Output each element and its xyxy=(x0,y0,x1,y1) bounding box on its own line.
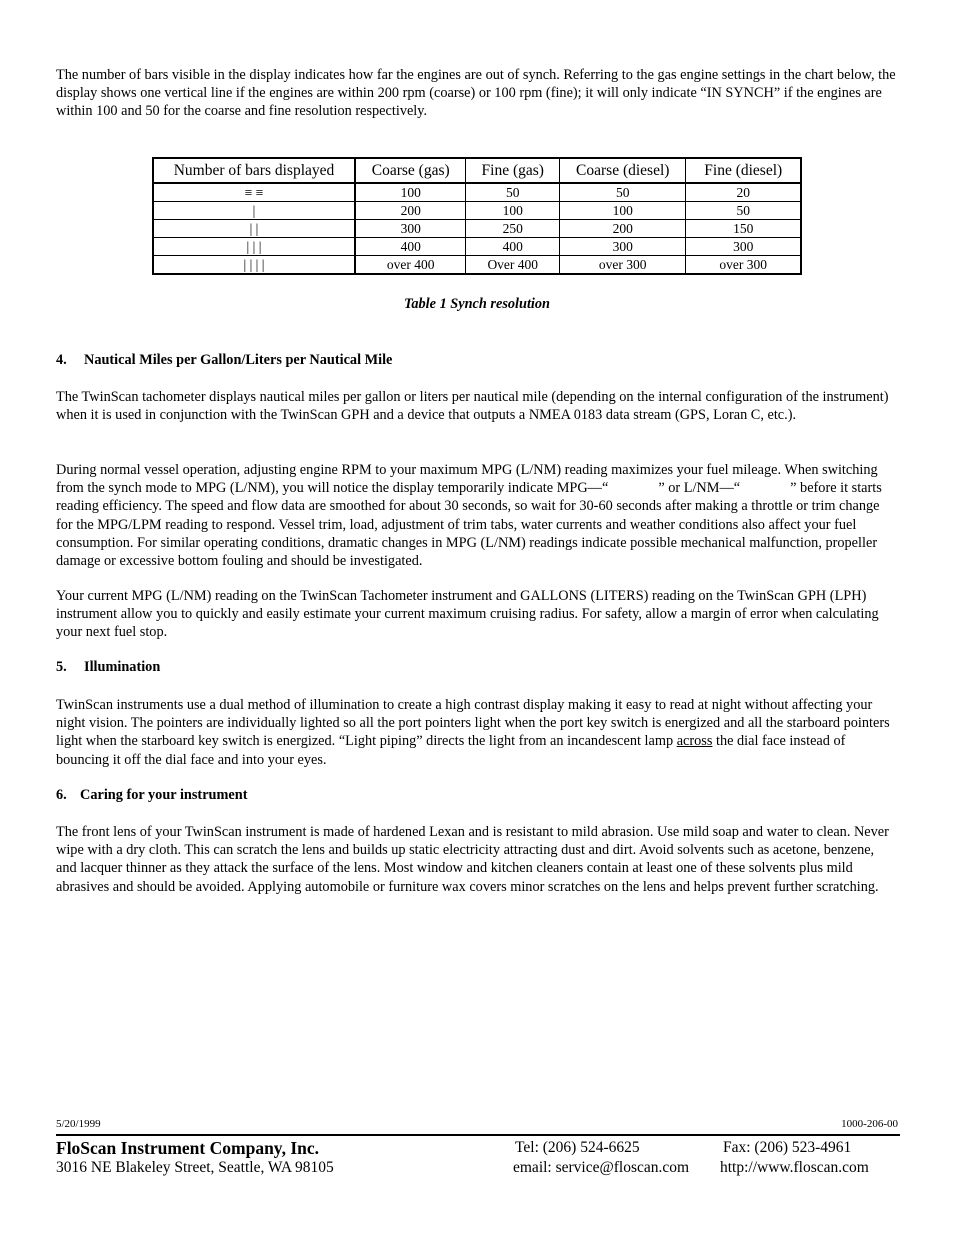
table-cell: over 300 xyxy=(560,256,686,275)
section-4-paragraph-3: Your current MPG (L/NM) reading on the TwinScan Tachometer instrument and GALLONS (LITERS) reading on the TwinScan GPH (LPH) instrument allow you to quickly and easily estimate your current maximum cruising radius. For safety, allow a margin of error when calculating your next fuel stop. xyxy=(56,588,879,641)
table-cell: over 300 xyxy=(686,256,801,275)
footer-divider xyxy=(56,1134,900,1136)
table-caption: Table 1 Synch resolution xyxy=(403,296,551,312)
header-coarse-diesel: Coarse (diesel) xyxy=(560,158,686,183)
table-cell: Over 400 xyxy=(466,256,560,275)
table-cell: 400 xyxy=(466,238,560,256)
table-cell: | | | | xyxy=(153,256,355,275)
footer-company: FloScan Instrument Company, Inc. xyxy=(56,1138,320,1158)
header-bars: Number of bars displayed xyxy=(153,158,355,183)
intro-paragraph: The number of bars visible in the display indicates how far the engines are out of synch. Referring to the gas engine settings in the chart below, the display shows one vertical line if the engines are within 200 rpm (coarse) or 100 rpm (fine); it will only indicate “IN SYNCH” if the engines are within 100 and 50 for the coarse and fine resolution respectively. xyxy=(56,67,896,120)
footer-website-link[interactable]: http://www.floscan.com xyxy=(720,1159,869,1176)
section-5-number: 5. xyxy=(56,659,67,675)
section-6-title: Caring for your instrument xyxy=(80,787,248,803)
table-cell: 50 xyxy=(686,202,801,220)
section-6-heading xyxy=(56,787,247,804)
section-5-paragraph-1 xyxy=(56,696,898,769)
table-cell: 300 xyxy=(355,220,466,238)
table-header-row xyxy=(153,158,801,183)
footer-doc-number: 1000-206-00 xyxy=(841,1118,898,1130)
header-fine-diesel: Fine (diesel) xyxy=(686,158,801,183)
section-5-p1-part1: TwinScan instruments use a dual method of illumination to create a high contrast display making it easy to read at night without affecting your night vision. The pointers are individually lighted so all the port pointers light when the port key switch is energized and all the starboard pointers light when the starboard key switch is energized. “Light piping” directs the light from an incandescent lamp xyxy=(56,697,890,750)
header-coarse-gas: Coarse (gas) xyxy=(355,158,466,183)
section-5-p1-part2: the dial face instead of bouncing it off the dial face and into your eyes. xyxy=(56,733,846,768)
footer-date: 5/20/1999 xyxy=(56,1118,101,1130)
table-cell: 100 xyxy=(355,183,466,202)
section-5-title: Illumination xyxy=(84,659,161,675)
table-cell: 200 xyxy=(560,220,686,238)
footer-email[interactable]: email: service@floscan.com xyxy=(513,1159,690,1176)
section-5-heading xyxy=(56,659,160,676)
table-cell: 100 xyxy=(466,202,560,220)
section-5-underlined-word: across xyxy=(676,733,713,750)
footer-fax: Fax: (206) 523-4961 xyxy=(723,1139,852,1156)
table-row xyxy=(153,256,801,275)
table-cell: 400 xyxy=(355,238,466,256)
section-6-paragraph-1: The front lens of your TwinScan instrument is made of hardened Lexan and is resistant to mild abrasion. Use mild soap and water to clean. Never wipe with a dry cloth. This can scratch the lens and builds up static electricity attracting dust and dirt. Avoid solvents such as acetone, benzene, and lacquer thinner as they attack the surface of the lens. Most window and kitchen cleaners contain at least one of these solvents plus mild abrasives and should be avoided. Applying automobile or furniture wax covers minor scratches on the lens and helps prevent further scratching. xyxy=(56,824,889,895)
table-cell: 150 xyxy=(686,220,801,238)
table-cell: 50 xyxy=(560,183,686,202)
table-row xyxy=(153,183,801,202)
table-cell: | | xyxy=(153,220,355,238)
section-4-p2-part2: ” or L/NM—“ xyxy=(658,480,741,497)
section-4-p2-part1: During normal vessel operation, adjusting engine RPM to your maximum MPG (L/NM) reading maximizes your fuel mileage. When switching from the synch mode to MPG (L/NM), you will notice the display temporarily indicate MPG—“ xyxy=(56,462,878,497)
table-row xyxy=(153,238,801,256)
table-cell: ≡ ≡ xyxy=(153,183,355,202)
document-page xyxy=(56,0,898,1235)
synch-resolution-table xyxy=(152,157,802,275)
table-row xyxy=(153,220,801,238)
table-cell: 50 xyxy=(466,183,560,202)
section-4-heading xyxy=(56,352,392,369)
section-4-paragraph-2 xyxy=(56,461,898,570)
section-4-paragraph-1: The TwinScan tachometer displays nautical miles per gallon or liters per nautical mile (depending on the internal configuration of the instrument) when it is used in conjunction with the TwinScan GPH and a device that outputs a NMEA 0183 data stream (GPS, Loran C, etc.). xyxy=(56,389,889,424)
table-cell: 300 xyxy=(686,238,801,256)
footer-address: 3016 NE Blakeley Street, Seattle, WA 98105 xyxy=(56,1159,334,1176)
footer-tel: Tel: (206) 524-6625 xyxy=(515,1139,640,1156)
table-cell: 300 xyxy=(560,238,686,256)
header-fine-gas: Fine (gas) xyxy=(466,158,560,183)
table-row xyxy=(153,202,801,220)
section-4-p2-part3: ” before it starts reading efficiency. The speed and flow data are smoothed for about 30 seconds, so wait for 30-60 seconds after making a throttle or trim change for the MPG/LPM reading to respond. Vessel trim, load, adjustment of trim tabs, water currents and weather conditions also affect your fuel consumption. For similar operating conditions, dramatic changes in MPG (L/NM) readings indicate possible mechanical malfunction, propeller damage or excessive bottom fouling and should be investigated. xyxy=(56,480,882,570)
table-cell: 200 xyxy=(355,202,466,220)
table-cell: 250 xyxy=(466,220,560,238)
section-6-number: 6. xyxy=(56,787,67,803)
table-cell: | | | xyxy=(153,238,355,256)
section-4-title: Nautical Miles per Gallon/Liters per Nautical Mile xyxy=(84,352,393,368)
table-cell: over 400 xyxy=(355,256,466,275)
table-cell: | xyxy=(153,202,355,220)
section-4-number: 4. xyxy=(56,352,67,368)
table-cell: 100 xyxy=(560,202,686,220)
table-cell: 20 xyxy=(686,183,801,202)
